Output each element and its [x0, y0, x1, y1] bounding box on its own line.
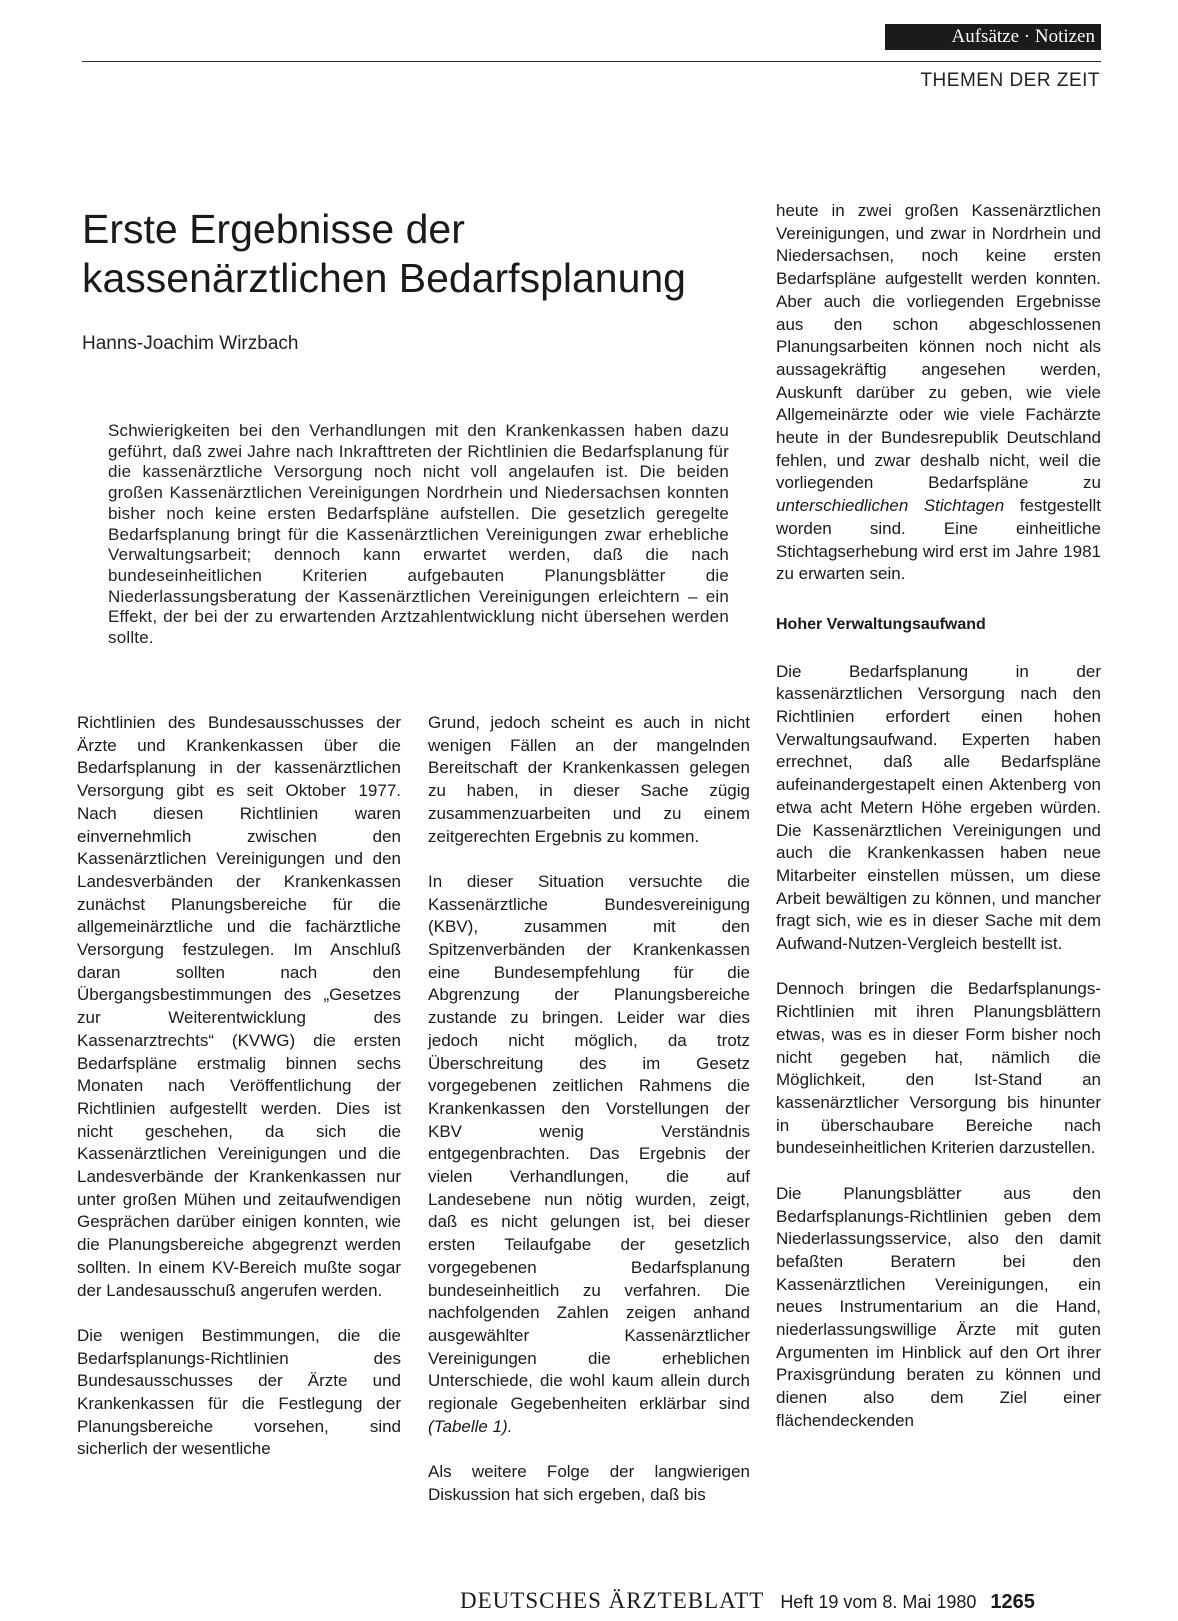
article-title [82, 205, 722, 303]
issue-info: Heft 19 vom 8. Mai 1980 [780, 1592, 977, 1612]
paragraph: Die Bedarfsplanung in der kassenärztlichen Versorgung nach den Richtlinien erfordert einen hohen Verwaltungsaufwand. Experten haben errechnet, daß alle Bedarfspläne aufeinandergestapelt einen Aktenberg von etwa acht Metern Höhe ergeben würden. Die Kassenärztlichen Vereinigungen und auch die Krankenkassen haben neue Mitarbeiter einstellen müssen, um diese Arbeit bewältigen zu können, und mancher fragt sich, wie es in dieser Sache mit dem Aufwand-Nutzen-Vergleich bestellt ist. [776, 661, 1101, 954]
rubric-label: THEMEN DER ZEIT [920, 70, 1100, 91]
table-reference: (Tabelle 1). [428, 1416, 513, 1436]
author-name: Hanns-Joachim Wirzbach [82, 333, 299, 354]
body-column-1 [77, 712, 401, 1484]
paragraph-text: heute in zwei großen Kassenärztlichen Vereinigungen, und zwar in Nordrhein und Niedersachsen, noch keine ersten Bedarfspläne aufgestellt werden konnten. Aber auch die vorliegenden Ergebnisse aus den schon abgeschlossenen Planungsarbeiten können noch nicht als aussagekräftig angesehen werden, Auskunft darüber zu geben, wie viele Allgemeinärzte oder wie viele Fachärzte heute in der Bundesrepublik Deutschland fehlen, und zwar deshalb nicht, weil die vorliegenden Bedarfspläne zu [776, 201, 1101, 493]
paragraph: Die Planungsblätter aus den Bedarfsplanungs-Richtlinien geben dem Niederlassungsservice, also den damit befaßten Beratern bei den Kassenärztlichen Vereinigungen, ein neues Instrumentarium an die Hand, niederlassungswillige Ärzte mit guten Argumenten im Hinblick auf den Ort ihrer Praxisgründung beraten zu können und dienen also dem Ziel einer flächendeckenden [776, 1183, 1101, 1430]
paragraph: Dennoch bringen die Bedarfsplanungs-Richtlinien mit ihren Planungsblättern etwas, was es in dieser Form bisher noch nicht gegeben hat, nämlich die Möglichkeit, den Ist-Stand an kassenärztlicher Versorgung bis hinunter in überschaubare Bereiche nach bundeseinheitlichen Kriterien darzustellen. [776, 979, 1101, 1158]
paragraph: Die wenigen Bestimmungen, die die Bedarfsplanungs-Richtlinien des Bundesausschusses der Ärzte und Krankenkassen für die Festlegung der Planungsbereiche vorsehen, sind sicherlich der wesentliche [77, 1325, 401, 1459]
paragraph: Richtlinien des Bundesausschusses der Ärzte und Krankenkassen über die Bedarfsplanung in der kassenärztlichen Versorgung gibt es seit Oktober 1977. Nach diesen Richtlinien waren einvernehmlich zwischen den Kassenärztlichen Vereinigungen und den Landesverbänden der Krankenkassen zunächst Planungsbereiche für die allgemeinärztliche und die fachärztliche Versorgung festzulegen. Im Anschluß daran sollten nach den Übergangsbestimmungen des „Gesetzes zur Weiterentwicklung des Kassenarztrechts“ (KVWG) die ersten Bedarfspläne erstmalig binnen sechs Monaten nach Veröffentlichung der Richtlinien aufgestellt werden. Dies ist nicht geschehen, da sich die Kassenärztlichen Vereinigungen und die Landesverbände der Krankenkassen nur unter großen Mühen und zeitaufwendigen Gesprächen darüber einigen konnten, wie die Planungsbereiche abgegrenzt werden sollten. In einem KV-Bereich mußte sogar der Landesausschuß angerufen werden. [77, 713, 401, 1300]
paragraph [428, 871, 750, 1439]
paragraph-text: In dieser Situation versuchte die Kassenärztliche Bundesvereinigung (KBV), zusammen mit den Spitzenverbänden der Krankenkassen eine Bundesempfehlung für die Abgrenzung der Planungsbereiche zustande zu bringen. Leider war dies jedoch nicht möglich, da trotz Überschreitung des im Gesetz vorgegebenen zeitlichen Rahmens die Krankenkassen den Vorstellungen der KBV wenig Verständnis entgegenbrachten. Das Ergebnis der vielen Verhandlungen, die auf Landesebene nun nötig wurden, zeigt, daß es nicht gelungen ist, bei dieser ersten Teilaufgabe der gesetzlich vorgegebenen Bedarfsplanung bundeseinheitlich zu verfahren. Die nachfolgenden Zahlen zeigen anhand ausgewählter Kassenärztlicher Vereinigungen die erheblichen Unterschiede, die wohl kaum allein durch regionale Gegebenheiten erklärbar sind [428, 871, 750, 1414]
top-rule [82, 61, 1101, 62]
paragraph: Grund, jedoch scheint es auch in nicht wenigen Fällen an der mangelnden Bereitschaft der Krankenkassen gelegen zu haben, in dieser Sache zügig zusammenzuarbeiten und zu einem zeitgerechten Ergebnis zu kommen. [428, 713, 750, 846]
title-line-1: Erste Ergebnisse der [82, 206, 465, 252]
emphasis-text: unterschiedlichen Stichtagen [776, 496, 1005, 516]
paragraph [776, 200, 1101, 586]
journal-name: DEUTSCHES ÄRZTEBLATT [460, 1588, 765, 1613]
title-line-2: kassenärztlichen Bedarfsplanung [82, 255, 686, 301]
body-column-2 [428, 712, 750, 1529]
paragraph-text: festgestellt worden sind. Eine einheitliche Stichtagserhebung wird erst im Jahre 1981 zu erwarten sein. [776, 496, 1101, 584]
article-abstract: Schwierigkeiten bei den Verhandlungen mit den Krankenkassen haben dazu geführt, daß zwei Jahre nach Inkrafttreten der Richtlinien die Bedarfsplanung für die kassenärztliche Versorgung noch nicht voll angelaufen ist. Die beiden großen Kassenärztlichen Vereinigungen Nordrhein und Niedersachsen konnten bisher noch keine ersten Bedarfspläne aufstellen. Die gesetzlich geregelte Bedarfsplanung bringt für die Kassenärztlichen Vereinigungen zwar erhebliche Verwaltungsarbeit; dennoch kann erwartet werden, daß die nach bundeseinheitlichen Kriterien aufgebauten Planungsblätter die Niederlassungsberatung der Kassenärztlichen Vereinigungen erleichtern – ein Effekt, der bei der zu erwartenden Arztzahlentwicklung nicht übersehen werden sollte. [108, 421, 729, 648]
body-column-3 [776, 200, 1101, 1455]
section-tag: Aufsätze · Notizen [885, 24, 1101, 50]
page-footer [460, 1588, 1100, 1614]
paragraph: Als weitere Folge der langwierigen Diskussion hat sich ergeben, daß bis [428, 1462, 750, 1504]
page-number: 1265 [990, 1591, 1035, 1613]
section-subheading: Hoher Verwaltungsaufwand [776, 615, 986, 633]
